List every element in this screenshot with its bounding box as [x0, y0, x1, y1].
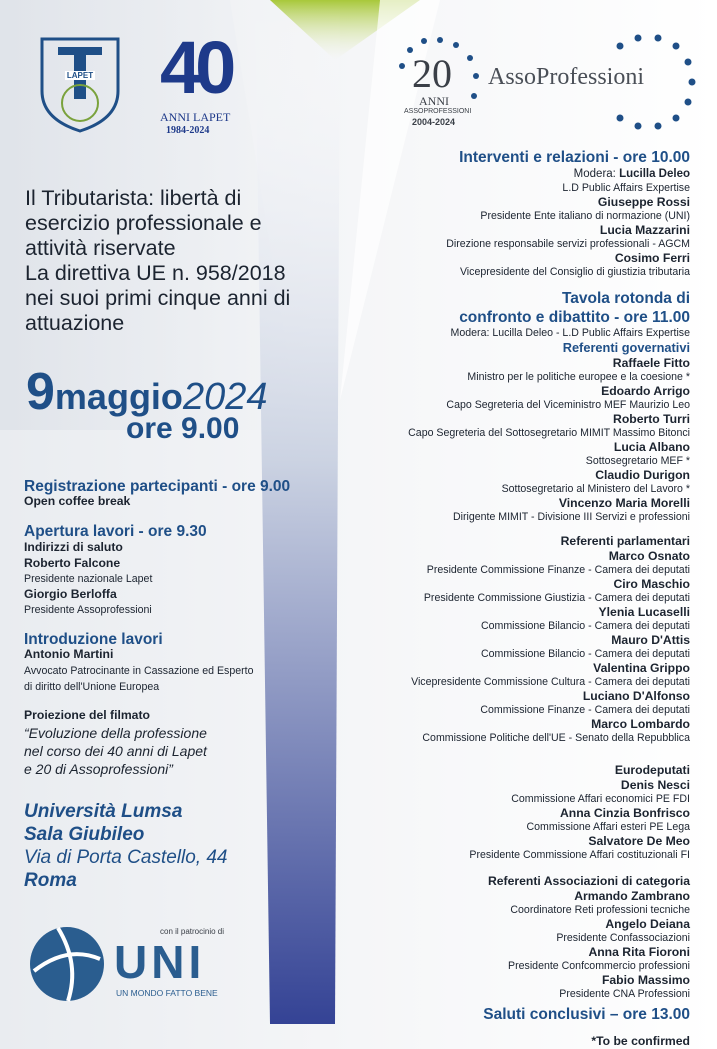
tavola-heading: Tavola rotonda di	[561, 290, 690, 307]
lapet-logo	[38, 33, 122, 133]
quote-line: e 20 di Assoprofessioni”	[24, 761, 173, 777]
apertura-heading: Apertura lavori - ore 9.30	[24, 523, 207, 540]
uni-tagline: UN MONDO FATTO BENE	[116, 988, 218, 998]
speaker-role: Presidente Commissione Giustizia - Camera dei deputati	[423, 592, 690, 604]
speaker-name: Lucia Albano	[613, 440, 690, 454]
introduzione-name: Antonio Martini	[24, 647, 114, 661]
speaker-role: Presidente Assoprofessioni	[24, 604, 152, 616]
speaker-name: Valentina Grippo	[593, 661, 690, 675]
speaker-role: Sottosegretario MEF *	[585, 455, 690, 467]
speaker-name: Roberto Falcone	[24, 556, 121, 570]
title-line: La direttiva UE n. 958/2018	[25, 261, 286, 285]
proiezione-quote	[24, 724, 207, 778]
moderator-label: Modera:	[573, 168, 616, 180]
date-month: maggio	[54, 376, 183, 417]
speaker-name: Roberto Turri	[613, 412, 690, 426]
title-line: Il Tributarista: libertà di	[25, 186, 242, 210]
venue	[24, 800, 228, 892]
speaker-role: Vicepresidente Commissione Cultura - Camera dei deputati	[411, 676, 690, 688]
anni-20-number: 20	[412, 51, 452, 96]
speaker-name: Marco Osnato	[608, 549, 690, 563]
speaker-role: Commissione Affari economici PE FDI	[511, 793, 690, 805]
lapet-center-text: LAPET	[66, 71, 94, 80]
speaker-role: Presidente CNA Professioni	[559, 988, 690, 1000]
speaker-name: Anna Rita Fioroni	[588, 945, 690, 959]
date-day: 9	[26, 363, 55, 421]
speaker-role: Presidente Commissione Affari costituzionali FI	[469, 849, 690, 861]
venue-line: Via di Porta Castello, 44	[24, 847, 228, 868]
title-line: nei suoi primi cinque anni di	[25, 286, 291, 310]
proiezione-heading: Proiezione del filmato	[24, 708, 150, 722]
speaker-name: Lucia Mazzarini	[599, 223, 690, 237]
tavola-moderator: Modera: Lucilla Deleo - L.D Public Affairs Expertise	[450, 327, 690, 339]
lapet-emblem-icon	[38, 33, 122, 133]
speaker-role: Commissione Politiche dell'UE - Senato della Repubblica	[422, 732, 690, 744]
event-time: ore 9.00	[126, 412, 240, 445]
title-line: attività riservate	[25, 236, 176, 260]
speaker-name: Claudio Durigon	[595, 468, 690, 482]
speaker-name: Raffaele Fitto	[612, 356, 690, 370]
assoprofessioni-name: AssoProfessioni	[488, 64, 645, 90]
speaker-role: Sottosegretario al Ministero del Lavoro *	[501, 483, 690, 495]
introduzione-role: Avvocato Patrocinante in Cassazione ed Esperto	[24, 665, 254, 677]
anni-20-years: 2004-2024	[412, 117, 456, 127]
venue-line: Roma	[24, 870, 77, 891]
saluti-heading: Saluti conclusivi – ore 13.00	[483, 1006, 690, 1023]
speaker-role: Presidente Confcommercio professioni	[508, 960, 690, 972]
speaker-role: Presidente Ente italiano di normazione (UNI)	[480, 210, 690, 222]
tavola-heading: confronto e dibattito - ore 11.00	[459, 309, 690, 326]
registrazione-note: Open coffee break	[24, 494, 131, 508]
anni-20-caption: ANNI	[419, 94, 449, 108]
registrazione-heading: Registrazione partecipanti - ore 9.00	[24, 478, 291, 495]
speaker-name: Ylenia Lucaselli	[598, 605, 690, 619]
venue-line: Sala Giubileo	[24, 824, 145, 845]
anni-40-logo	[160, 26, 240, 137]
uni-name: UNI	[114, 936, 206, 988]
assoprofessioni-logo	[488, 34, 700, 130]
introduzione-role: di diritto dell'Unione Europea	[24, 681, 160, 693]
associazioni-heading: Referenti Associazioni di categoria	[487, 874, 690, 888]
globe-icon	[28, 925, 106, 1003]
speaker-role: Dirigente MIMIT - Divisione III Servizi e professioni	[452, 511, 690, 523]
speaker-name: Salvatore De Meo	[588, 834, 690, 848]
quote-line: “Evoluzione della professione	[24, 725, 207, 741]
title-line: attuazione	[25, 311, 125, 335]
date-year: 2024	[182, 376, 268, 418]
speaker-name: Armando Zambrano	[574, 889, 690, 903]
anni-20-sub: ASSOPROFESSIONI	[404, 108, 472, 115]
parlamentari-heading: Referenti parlamentari	[560, 534, 690, 548]
speaker-name: Cosimo Ferri	[614, 251, 690, 265]
uni-logo	[28, 925, 228, 1005]
speaker-name: Anna Cinzia Bonfrisco	[559, 806, 690, 820]
speaker-role: Presidente nazionale Lapet	[24, 573, 153, 585]
footnote: *To be confirmed	[591, 1034, 690, 1048]
anni-40-caption: ANNI LAPET	[160, 110, 231, 124]
moderator-line	[390, 167, 690, 182]
speaker-name: Vincenzo Maria Morelli	[558, 496, 690, 510]
speaker-role: Commissione Finanze - Camera dei deputati	[480, 704, 690, 716]
speaker-name: Denis Nesci	[620, 778, 690, 792]
apertura-sub: Indirizzi di saluto	[24, 540, 123, 554]
title-line: esercizio professionale e	[25, 211, 262, 235]
speaker-name: Giuseppe Rossi	[597, 195, 690, 209]
event-title	[25, 186, 385, 336]
speaker-role: Commissione Bilancio - Camera dei deputati	[480, 620, 690, 632]
anni-20-logo	[392, 36, 484, 131]
speaker-role: Capo Segreteria del Sottosegretario MIMIT Massimo Bitonci	[408, 427, 690, 439]
introduzione-heading: Introduzione lavori	[24, 631, 163, 648]
speaker-role: Ministro per le politiche europee e la coesione *	[467, 371, 690, 383]
speaker-role: Presidente Commissione Finanze - Camera dei deputati	[426, 564, 690, 576]
speaker-role: Presidente Confassociazioni	[556, 932, 690, 944]
speaker-role: Capo Segreteria del Viceministro MEF Maurizio Leo	[446, 399, 690, 411]
speaker-role: Coordinatore Reti professioni tecniche	[510, 904, 690, 916]
speaker-name: Mauro D'Attis	[611, 633, 690, 647]
eurodeputati-heading: Eurodeputati	[614, 763, 690, 777]
anni-40-years: 1984-2024	[166, 125, 210, 136]
speaker-name: Fabio Massimo	[601, 973, 690, 987]
speaker-name: Edoardo Arrigo	[601, 384, 690, 398]
speaker-role: Commissione Affari esteri PE Lega	[526, 821, 690, 833]
speaker-role: Vicepresidente del Consiglio di giustizia tributaria	[459, 266, 690, 278]
speaker-name: Giorgio Berloffa	[24, 587, 117, 601]
speaker-role: Direzione responsabile servizi professionali - AGCM	[446, 238, 690, 250]
speaker-name: Luciano D'Alfonso	[582, 689, 690, 703]
patrocinio-label: con il patrocinio di	[160, 927, 225, 936]
speaker-name: Ciro Maschio	[613, 577, 690, 591]
quote-line: nel corso dei 40 anni di Lapet	[24, 743, 207, 759]
speaker-name: Marco Lombardo	[591, 717, 690, 731]
governativi-heading: Referenti governativi	[562, 340, 690, 355]
speaker-role: Commissione Bilancio - Camera dei deputati	[480, 648, 690, 660]
moderator-role: L.D Public Affairs Expertise	[562, 182, 690, 194]
anni-40-number: 40	[160, 26, 231, 109]
speaker-name: Angelo Deiana	[605, 917, 690, 931]
interventi-heading: Interventi e relazioni - ore 10.00	[459, 149, 690, 166]
moderator-name: Lucilla Deleo	[619, 168, 690, 180]
venue-line: Università Lumsa	[24, 801, 183, 822]
